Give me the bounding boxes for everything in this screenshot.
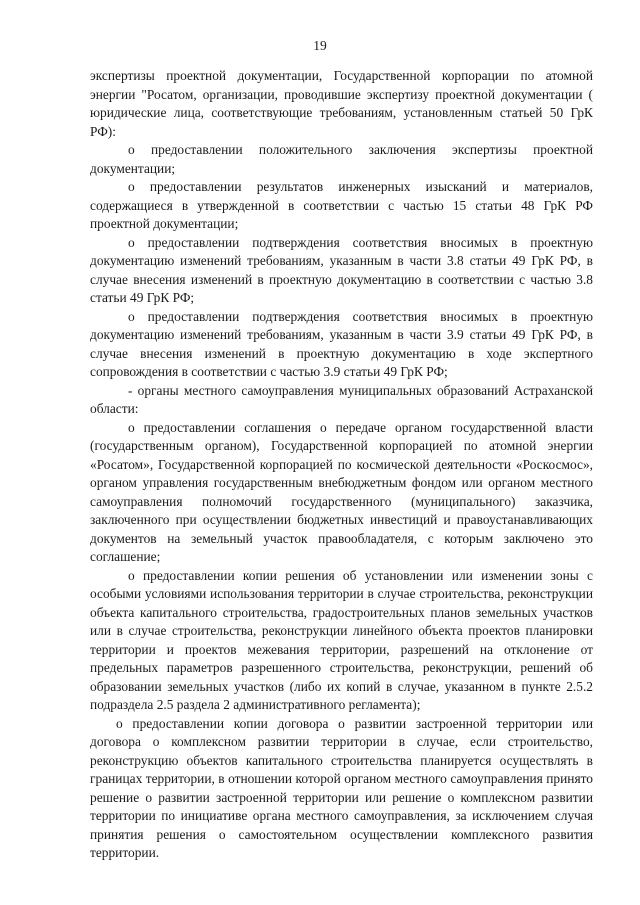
list-item: о предоставлении положительного заключения экспертизы проектной документации; xyxy=(90,142,593,176)
page-number: 19 xyxy=(313,38,327,53)
list-item: о предоставлении соглашения о передаче органом государственной власти (государственным органом), Государственной корпорацией по атомной энергии «Росатом», Государственной корпорацией по космической деятельности «Роскосмос», органом управления государственным внебюджетным фондом или органом местного самоуправления полномочий государственного (муниципального) заказчика, заключенного при осуществлении бюджетных инвестиций и правоустанавливающих документов на земельный участок правообладателя, с которым заключено это соглашение; xyxy=(90,419,593,564)
list-item: о предоставлении результатов инженерных изысканий и материалов, содержащиеся в утвержденной в соответствии с частью 15 статьи 48 ГрК РФ проектной документации; xyxy=(90,179,593,231)
paragraph-intro: экспертизы проектной документации, Государственной корпорации по атомной энергии "Росатом, организации, проводившие экспертизу проектной документации ( юридические лица, соответствующие требованиям, установленным статьей 50 ГрК РФ): xyxy=(90,68,593,139)
list-item: о предоставлении копии договора о развитии застроенной территории или договора о комплексном развитии территории в случае, если строительство, реконструкцию объектов капитального строительства планируется осуществлять в границах территории, в отношении которой органом местного самоуправления принято решение о развитии застроенной территории или решение о комплексном развитии территории по инициативе органа местного самоуправления, за исключением случая принятия решения о самостоятельном осуществлении комплексного развития территории. xyxy=(90,715,593,860)
list-item: о предоставлении копии решения об установлении или изменении зоны с особыми условиями использования территории в случае строительства, реконструкции объекта капитального строительства, градостроительных планов земельных участков или в случае строительства, реконструкции линейного объекта проектов планировки территории и проектов межевания территории, разрешений на отклонение от предельных параметров разрешенного строительства, реконструкции, решений об образовании земельных участков (либо их копий в случае, указанном в пункте 2.5.2 подраздела 2.5 раздела 2 административного регламента); xyxy=(90,567,593,712)
list-item: о предоставлении подтверждения соответствия вносимых в проектную документацию изменений требованиям, указанным в части 3.9 статьи 49 ГрК РФ, в случае внесения изменений в проектную документацию в ходе экспертного сопровождения в соответствии с частью 3.9 статьи 49 ГрК РФ; xyxy=(90,308,593,379)
list-item: о предоставлении подтверждения соответствия вносимых в проектную документацию изменений требованиям, указанным в части 3.8 статьи 49 ГрК РФ, в случае внесения изменений в проектную документацию в соответствии с частью 3.8 статьи 49 ГрК РФ; xyxy=(90,234,593,305)
document-body xyxy=(90,67,593,863)
section-heading: - органы местного самоуправления муниципальных образований Астраханской области: xyxy=(90,382,593,416)
